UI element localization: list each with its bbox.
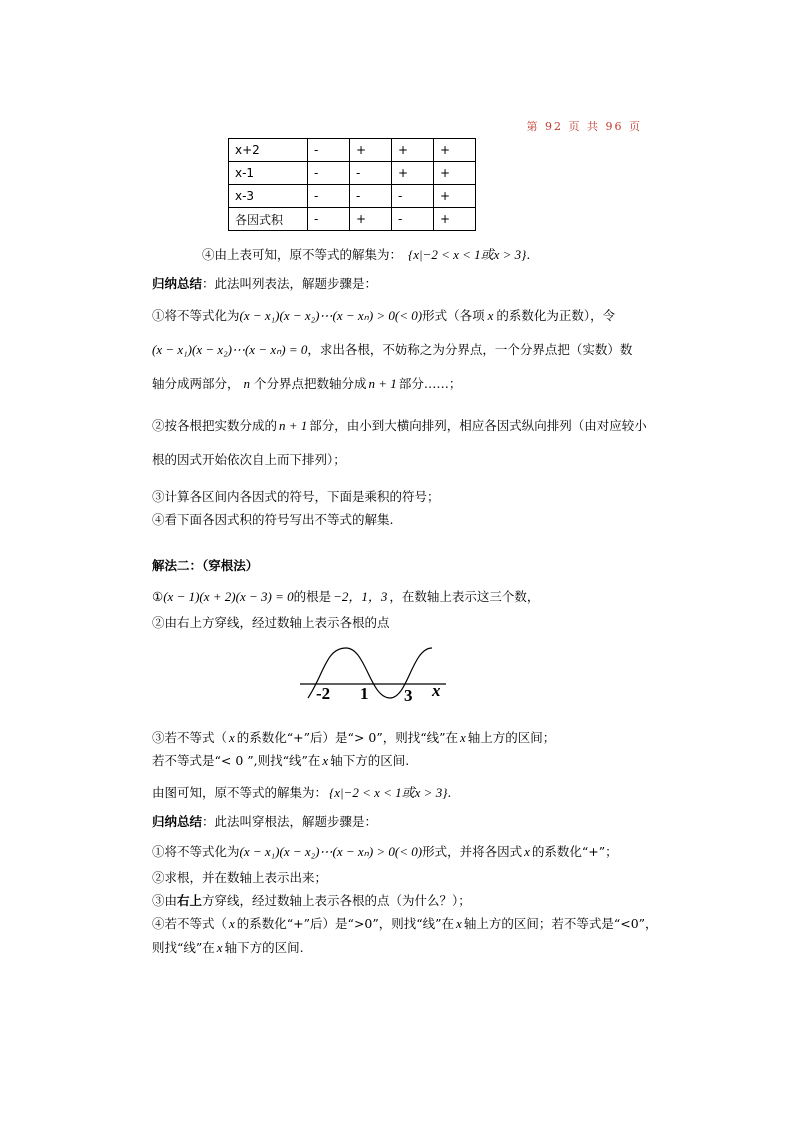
axis-label-neg2: -2 (316, 684, 331, 703)
m2-paragraph2: ②由右上方穿线，经过数轴上表示各根的点 (152, 615, 390, 630)
s1-n-plus-1: n + 1 (279, 418, 308, 433)
factor-label: 各因式积 (229, 208, 308, 231)
m2-text: ③若不等式（ (152, 730, 228, 745)
s1-n-plus-1: n + 1 (368, 376, 397, 391)
s2-text: ④若不等式（ (152, 916, 228, 931)
sign-cell: - (308, 185, 350, 208)
table-row (229, 162, 476, 185)
sign-table (228, 138, 476, 231)
s1-text: 部分，由小到大横向排列，相应各因式纵向排列（由对应较小 (309, 418, 647, 433)
factor-label: x+2 (229, 139, 308, 162)
s1-paragraph1-line1 (152, 306, 615, 324)
s1-paragraph4: ④看下面各因式积的符号写出不等式的解集. (152, 512, 394, 527)
step4-solution: {x|−2 < x < 1或x > 3} (408, 247, 527, 262)
step4-line (202, 244, 530, 263)
page-number: 第 92 页 共 96 页 (526, 120, 642, 133)
s1-text: 轴分成两部分， (152, 376, 240, 391)
s2-paragraph4 (152, 914, 658, 932)
sign-cell: - (392, 185, 434, 208)
summary1-title: 归纳总结 (152, 276, 203, 291)
sign-cell: - (392, 208, 434, 231)
s1-text: 部分……； (398, 376, 462, 391)
s2-var-x: x (524, 844, 530, 859)
s2-text: 方穿线，经过数轴上表示各根的点（为什么？）； (202, 893, 471, 908)
m2-solution: {x|−2 < x < 1或x > 3} (329, 785, 448, 800)
m2-paragraph5 (152, 782, 451, 801)
sign-cell: + (434, 162, 476, 185)
table-row (229, 208, 476, 231)
sign-cell: + (434, 185, 476, 208)
sign-cell: - (308, 139, 350, 162)
m2-paragraph1 (152, 586, 539, 605)
m2-var-x: x (322, 753, 329, 768)
axis-label-x: x (432, 681, 441, 700)
m2-text: 若不等式是“< 0 ”,则找“线”在 (152, 753, 321, 768)
method2-title: 解法二：（穿根法） (152, 558, 259, 573)
m2-period: . (447, 785, 452, 800)
m2-text: 轴下方的区间. (330, 753, 410, 768)
s1-equation: (x − x₁)(x − x₂)⋯(x − xₙ) = 0 (152, 342, 308, 357)
s1-text: ①将不等式化为 (152, 308, 240, 323)
s2-formula: (x − x₁)(x − x₂)⋯(x − xₙ) > 0(< 0) (239, 844, 423, 859)
m2-paragraph4 (152, 751, 409, 769)
summary2-heading (152, 812, 377, 830)
s2-text: ①将不等式化为 (152, 844, 240, 859)
s2-var-x: x (216, 940, 223, 955)
s1-text: ②按各根把实数分成的 (152, 418, 278, 433)
sign-cell: + (392, 139, 434, 162)
s1-paragraph2-line2: 根的因式开始依次自上而下排列）； (152, 452, 346, 467)
axis-label-3: 3 (404, 686, 413, 705)
sign-cell: + (434, 139, 476, 162)
m2-paragraph3 (152, 728, 555, 746)
s1-text: ，求出各根，不妨称之为分界点，一个分界点把（实数）数 (307, 342, 633, 357)
m2-text: 由图可知，原不等式的解集为： (152, 785, 328, 800)
s2-text: 轴上方的区间；若不等式是“<0”， (463, 916, 658, 931)
summary1-text: ：此法叫列表法，解题步骤是： (202, 276, 378, 291)
s1-paragraph1-line3 (152, 374, 461, 392)
m2-var-x: x (229, 730, 235, 745)
sign-cell: + (392, 162, 434, 185)
s1-paragraph3: ③计算各区间内各因式的符号，下面是乘积的符号； (152, 489, 440, 504)
s2-text: 的系数化“+”后）是“>0”，则找“线”在 (236, 916, 455, 931)
sign-cell: - (350, 162, 392, 185)
s2-paragraph3 (152, 891, 471, 909)
m2-var-x: x (460, 730, 466, 745)
m2-text: 轴上方的区间； (467, 730, 556, 745)
s1-paragraph2-line1 (152, 416, 647, 434)
sign-cell: + (350, 208, 392, 231)
summary2-title: 归纳总结 (152, 814, 203, 829)
s1-text: 个分界点把数轴分成 (254, 376, 367, 391)
sign-cell: + (434, 208, 476, 231)
sign-cell: + (350, 139, 392, 162)
s2-var-x: x (229, 916, 235, 931)
summary2-text: ：此法叫穿根法，解题步骤是： (202, 814, 378, 829)
m2-text: ① (152, 589, 164, 604)
s1-var-n: n (243, 376, 251, 391)
s2-text: 轴下方的区间. (224, 940, 304, 955)
table-row (229, 139, 476, 162)
s2-var-x: x (456, 916, 462, 931)
s2-paragraph5 (152, 938, 304, 956)
s2-emphasis: 右上 (177, 893, 203, 908)
s1-formula: (x − x₁)(x − x₂)⋯(x − xₙ) > 0(< 0) (239, 308, 423, 323)
summary1-heading (152, 274, 377, 292)
m2-text: 的系数化“+”后）是“> 0”，则找“线”在 (236, 730, 459, 745)
table-row (229, 185, 476, 208)
factor-label: x-3 (229, 185, 308, 208)
step4-text: ④由上表可知，原不等式的解集为： (202, 247, 403, 262)
sign-cell: - (350, 185, 392, 208)
s1-paragraph1-line2 (152, 340, 632, 358)
s1-text: 形式（各项 (422, 308, 485, 323)
m2-text: ，在数轴上表示这三个数， (389, 589, 540, 604)
s2-paragraph2: ②求根，并在数轴上表示出来； (152, 870, 328, 885)
s2-text: 则找“线”在 (152, 940, 215, 955)
m2-roots: −2，1，3 (333, 589, 388, 604)
sign-cell: - (308, 162, 350, 185)
s2-text: ③由 (152, 893, 178, 908)
step4-period: . (526, 247, 531, 262)
sign-cell: - (308, 208, 350, 231)
s1-text: 的系数化为正数），令 (496, 308, 616, 323)
s2-text: 形式，并将各因式 (422, 844, 523, 859)
s2-paragraph1 (152, 842, 618, 860)
factor-label: x-1 (229, 162, 308, 185)
root-threading-diagram (296, 642, 456, 706)
s2-text: 的系数化“+”； (531, 844, 618, 859)
m2-equation: (x − 1)(x + 2)(x − 3) = 0 (163, 589, 294, 604)
s1-var-x: x (487, 308, 494, 323)
axis-label-1: 1 (360, 684, 369, 703)
m2-text: 的根是 (293, 589, 332, 604)
